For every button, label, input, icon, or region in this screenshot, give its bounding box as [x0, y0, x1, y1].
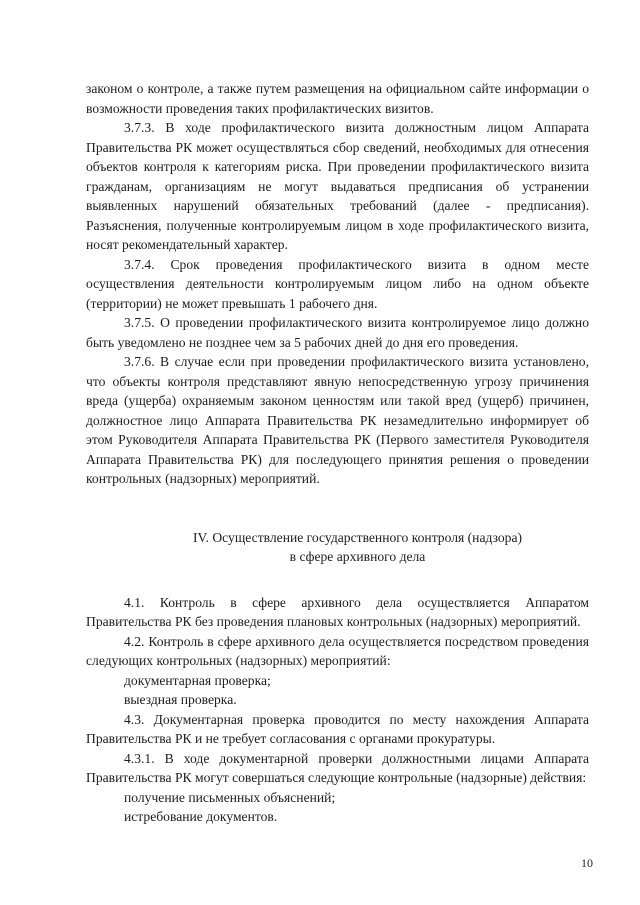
list-item: выездная проверка. [124, 692, 237, 707]
paragraph-continuation: законом о контроле, а также путем размещения на официальном сайте информации о возможности проведения таких профилактических визитов. [86, 81, 589, 116]
section-heading [126, 528, 589, 567]
paragraph-3-7-3: 3.7.3. В ходе профилактического визита должностным лицом Аппарата Правительства РК может осуществляться сбор сведений, необходимых для отнесения объектов контроля к категориям риска. При проведении профилактического визита гражданам, организациям не могут выдаваться предписания об устранении выявленных нарушений обязательных требований (далее - предписания). Разъяснения, полученные контролируемым лицом в ходе профилактического визита, носят рекомендательный характер. [86, 120, 589, 252]
paragraph-4-1: 4.1. Контроль в сфере архивного дела осуществляется Аппаратом Правительства РК без проведения плановых контрольных (надзорных) мероприятий. [86, 594, 589, 629]
section-heading-line-2: в сфере архивного дела [289, 549, 426, 564]
paragraph-3-7-5: 3.7.5. О проведении профилактического визита контролируемое лицо должно быть уведомлено не позднее чем за 5 рабочих дней до дня его проведения. [86, 315, 589, 350]
list-item: документарная проверка; [124, 672, 271, 688]
list-item: получение письменных объяснений; [124, 789, 336, 805]
paragraph-4-3-1: 4.3.1. В ходе документарной проверки должностными лицами Аппарата Правительства РК могут совершаться следующие контрольные (надзорные) действия: [86, 750, 589, 785]
page-number: 10 [581, 856, 593, 870]
paragraph-3-7-4: 3.7.4. Срок проведения профилактического визита в одном месте осуществления деятельности контролируемым лицом либо на одном объекте (территории) не может превышать 1 рабочего дня. [86, 256, 589, 311]
list-item: истребование документов. [124, 809, 278, 824]
document-body [86, 79, 589, 827]
paragraph-3-7-6: 3.7.6. В случае если при проведении профилактического визита установлено, что объекты контроля представляют явную непосредственную угрозу причинения вреда (ущерба) охраняемым законом ценностям или такой вред (ущерб) причинен, должностное лицо Аппарата Правительства РК незамедлительно информирует об этом Руководителя Аппарата Правительства РК (Первого заместителя Руководителя Аппарата Правительства РК) для последующего принятия решения о проведении контрольных (надзорных) мероприятий. [86, 354, 589, 486]
section-heading-line-1: IV. Осуществление государственного контроля (надзора) [192, 529, 523, 545]
paragraph-4-2: 4.2. Контроль в сфере архивного дела осуществляется посредством проведения следующих контрольных (надзорных) мероприятий: [86, 633, 589, 668]
paragraph-4-3: 4.3. Документарная проверка проводится по месту нахождения Аппарата Правительства РК и не требует согласования с органами прокуратуры. [86, 711, 589, 746]
